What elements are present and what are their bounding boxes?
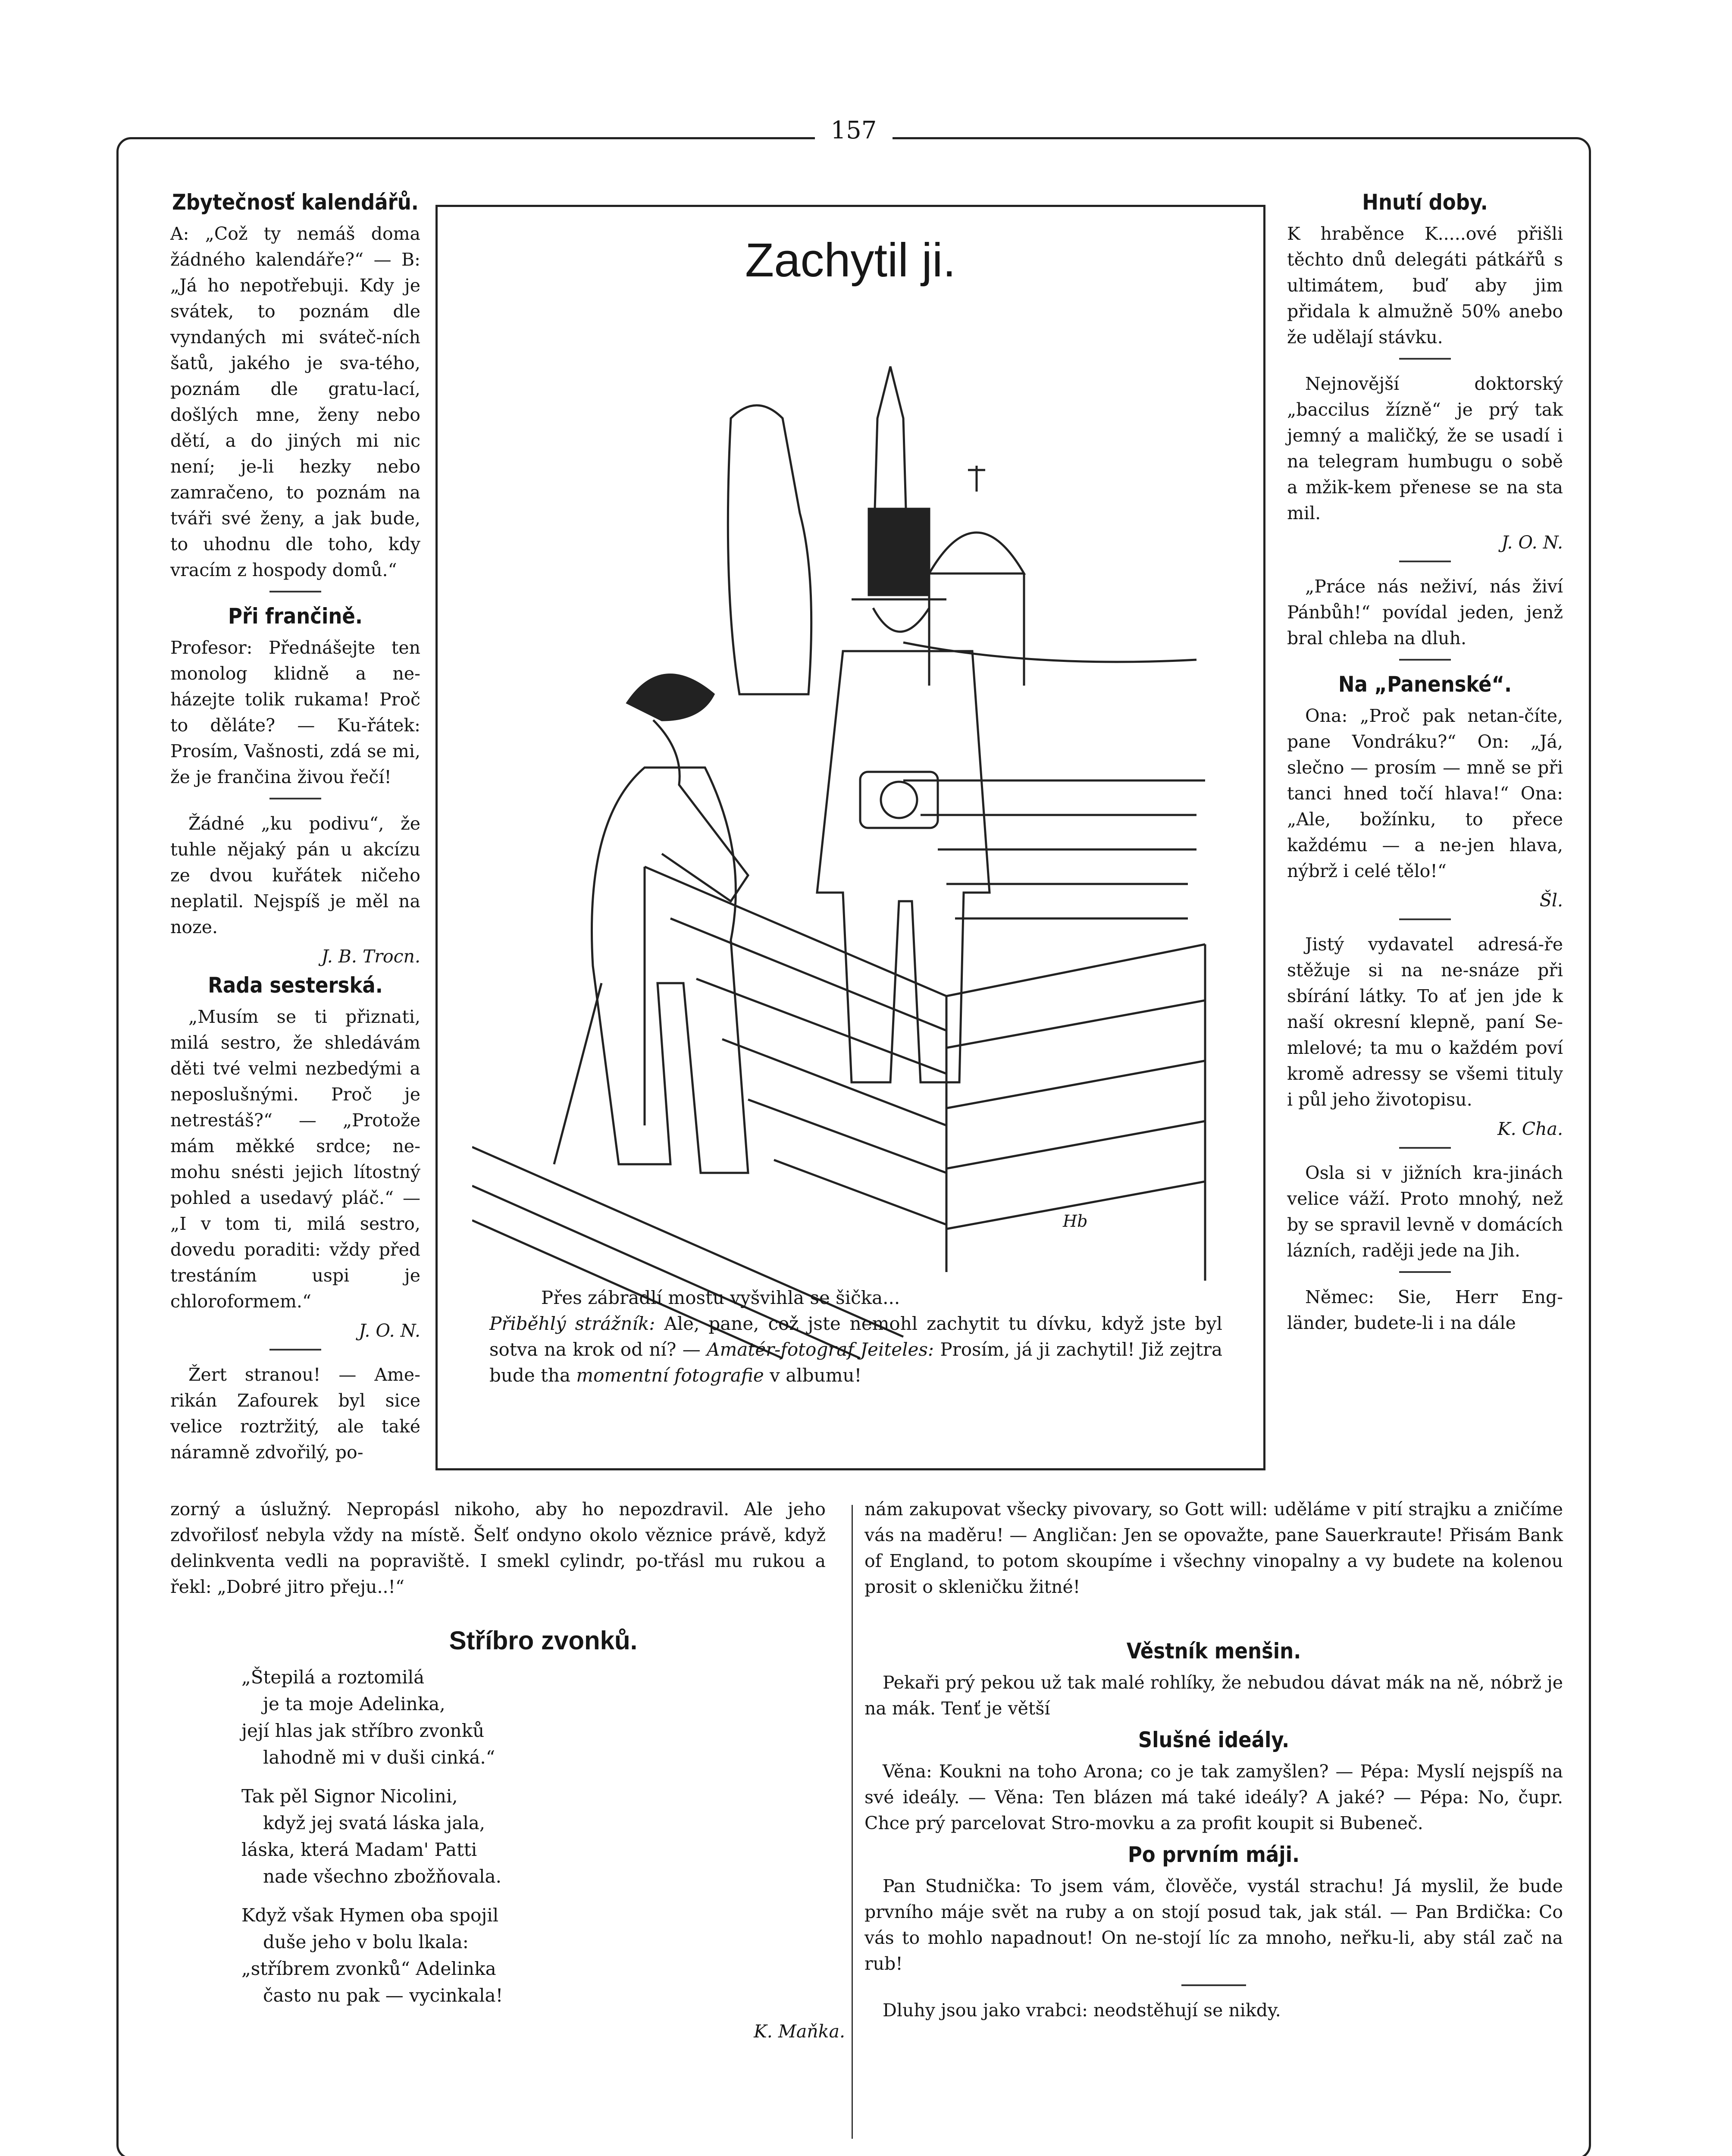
article-text: Jistý vydavatel adresá-ře stěžuje si na ne-snáze při sbírání látky. To ať jen jde k naší okresní klepně, paní Se-mlelové; ta mu o každém poví kromě adressy se všemi tituly i půl jeho životopisu. (1287, 934, 1563, 1110)
divider (1399, 659, 1451, 661)
caption-text: Ale, pane, což jste nemohl zachytit tu dívku, když jste byl sotva na krok od ní? — (489, 1313, 1222, 1360)
author-signature: K. Maňka. (754, 2021, 845, 2042)
poem-line: Když však Hymen oba spojil (241, 1905, 499, 1926)
cartoon-illustration (472, 306, 1231, 1393)
artist-signature: Hb (1063, 1212, 1088, 1231)
divider (1399, 358, 1451, 360)
article-text: „Musím se ti přiznati, milá sestro, že shledávám děti tvé velmi nezbedými a neposlušnými. Proč je netrestáš?“ — „Protože mám měkké srdce; ne-mohu snésti jejich lítostný pohled a usedavý pláč.“ — „I v tom ti, milá sestro, dovedu poraditi: vždy před trestáním uspi je chloroformem.“ (170, 1006, 420, 1312)
cartoon-title: Zachytil ji. (745, 234, 956, 287)
divider (1399, 918, 1451, 920)
divider (1399, 561, 1451, 562)
article-text: Pekaři prý pekou už tak malé rohlíky, že nebudou dávat mák na ně, nóbrž je na mák. Tenť je větší (864, 1672, 1563, 1719)
bottom-right-articles (864, 1639, 1563, 2029)
poem (241, 1626, 845, 2048)
poem-stanza (241, 1664, 845, 1771)
caption-text: Prosím, já ji zachytil! Již zejtra bude tha (489, 1339, 1222, 1386)
poem-title: Stříbro zvonků. (449, 1626, 638, 1655)
divider (269, 1349, 321, 1351)
article-text: Ona: „Proč pak netan-číte, pane Vondráku?“ On: „Já, slečno — prosím — mně se při tanci hned točí hlava!“ Ona: „Ale, božínku, to přece každému — a ne-jen hlava, nýbrž i celé tělo!“ (1287, 705, 1563, 881)
poem-line: často nu pak — vycinkala! (263, 1985, 503, 2006)
article-text: nám zakupovat všecky pivovary, so Gott will: uděláme v pití strajku a zničíme vás na maděru! — Angličan: Jen se opovažte, pane Sauerkraute! Přisám Bank of England, to potom skoupíme i všechny vinopalny a vy budete na kolenou prosit o skleničku žitné! (864, 1499, 1563, 1597)
divider (1399, 1147, 1451, 1149)
poem-stanza (241, 1902, 845, 2009)
article-text: „Práce nás neživí, nás živí Pánbůh!“ povídal jeden, jenž bral chleba na dluh. (1287, 576, 1563, 649)
caption-line: Přes zábradlí mostu vyšvihla se šička... (541, 1287, 900, 1308)
left-column (170, 190, 420, 1471)
caption-dialogue (489, 1311, 1222, 1388)
article-text: Věna: Koukni na toho Arona; co je tak zamyšlen? — Pépa: Myslí nejspíš na své ideály. — Věna: Ten blázen má také ideály? A jaké? — Pépa: No, čupr. Chce prý parcelovat Stro-movku a za profit koupit si Bubeneč. (864, 1761, 1563, 1833)
article-title: Zbytečnosť kalendářů. (172, 190, 419, 215)
divider (1181, 1984, 1246, 1986)
article-title: Po prvním máji. (1128, 1842, 1300, 1867)
article-title: Věstník menšin. (1126, 1639, 1301, 1664)
divider (1399, 1271, 1451, 1273)
article-title: Slušné ideály. (1138, 1727, 1290, 1752)
right-column (1287, 190, 1563, 1342)
article-text: Profesor: Přednášejte ten monolog klidně a ne-házejte tolik rukama! Proč to děláte? — Ku-řátek: Prosím, Vašnosti, zdá se mi, že je frančina živou řečí! (170, 637, 420, 787)
author-signature: J. B. Trocn. (321, 946, 420, 967)
poem-line: „stříbrem zvonků“ Adelinka (241, 1958, 496, 1979)
poem-line: láska, která Madam' Patti (241, 1839, 477, 1860)
divider (269, 798, 321, 799)
poem-line: lahodně mi v duši cinká.“ (263, 1747, 495, 1768)
caption-speaker: Amatér-fotograf Jeiteles: (707, 1339, 934, 1360)
poem-line: nade všechno zbožňovala. (263, 1866, 501, 1887)
poem-line: duše jeho v bolu lkala: (263, 1931, 469, 1952)
caption-speaker: Přiběhlý strážník: (489, 1313, 655, 1334)
article-text: Nejnovější doktorský „baccilus žízně“ je prý tak jemný a maličký, že se usadí i na telegram humbugu o sobě a mžik-kem přenese se na sta mil. (1287, 373, 1563, 523)
article-title: Na „Panenské“. (1338, 672, 1512, 697)
article-text: Osla si v jižních kra-jinách velice váží. Proto mnohý, než by se spravil levně v domácích lázních, raději jede na Jih. (1287, 1163, 1563, 1261)
caption-emphasis: momentní fotografie (576, 1365, 764, 1386)
article-text: K hraběnce K.....ové přišli těchto dnů delegáti pátkářů s ultimátem, buď aby jim přidala k almužně 50% anebo že udělají stávku. (1287, 223, 1563, 348)
article-text: A: „Což ty nemáš doma žádného kalendáře?“ — B: „Já ho nepotřebuji. Kdy je svátek, to poznám dle vyndaných mi sváteč-ních šatů, jakého je sva-tého, poznám dle gratu-lací, došlých mne, ženy nebo dětí, a do jiných mi nic není; je-li hezky nebo zamračeno, to poznám na tváři své ženy, a jak bude, to uhodnu dle toho, kdy vracím z hospody domů.“ (170, 223, 420, 580)
article-text: Pan Studnička: To jsem vám, člověče, vystál strachu! Já myslil, že bude prvního máje svět na ruby a on stojí posud tak, jak stál. — Pan Brdička: Co vás to mohlo napadnout! On ne-stojí líc za mnoho, neřku-li, aby stál zač na rub! (864, 1876, 1563, 1974)
bottom-left-block (170, 1496, 826, 1606)
page-number: 157 (815, 116, 893, 144)
bottom-right-block (864, 1496, 1563, 1606)
poem-line: když jej svatá láska jala, (263, 1812, 485, 1833)
article-title: Rada sesterská. (208, 973, 383, 998)
poem-line: její hlas jak stříbro zvonků (241, 1720, 485, 1741)
article-text: Žert stranou! — Ame-rikán Zafourek byl sice velice roztržitý, ale také náramně zdvořilý, po- (170, 1364, 420, 1463)
author-signature: J. O. N. (1501, 532, 1563, 553)
article-title: Při frančině. (228, 604, 363, 629)
poem-line: je ta moje Adelinka, (263, 1693, 445, 1714)
article-text: Dluhy jsou jako vrabci: neodstěhují se nikdy. (883, 2000, 1281, 2021)
caption-text: v albumu! (764, 1365, 862, 1386)
article-title: Hnutí doby. (1362, 190, 1488, 215)
article-text: zorný a úslužný. Nepropásl nikoho, aby ho nepozdravil. Ale jeho zdvořilosť nebyla vždy na místě. Šelť ondyno okolo věznice právě, když delinkventa vedli na popraviště. I smekl cylindr, po-třásl mu rukou a řekl: „Dobré jitro přeju..!“ (170, 1499, 826, 1597)
article-text: Němec: Sie, Herr Eng-länder, budete-li i na dále (1287, 1287, 1563, 1333)
poem-stanza (241, 1783, 845, 1890)
author-signature: J. O. N. (359, 1320, 420, 1341)
poem-line: „Štepilá a roztomilá (241, 1667, 425, 1688)
poem-line: Tak pěl Signor Nicolini, (241, 1786, 458, 1807)
article-text: Žádné „ku podivu“, že tuhle nějaký pán u akcízu ze dvou kuřátek ničeho neplatil. Nejspíš je měl na noze. (170, 813, 420, 937)
author-signature: K. Cha. (1497, 1119, 1563, 1139)
column-divider (852, 1505, 853, 2139)
divider (269, 591, 321, 592)
cartoon-caption (489, 1285, 1222, 1388)
author-signature: Šl. (1539, 890, 1563, 911)
cartoon-panel (435, 205, 1265, 1470)
